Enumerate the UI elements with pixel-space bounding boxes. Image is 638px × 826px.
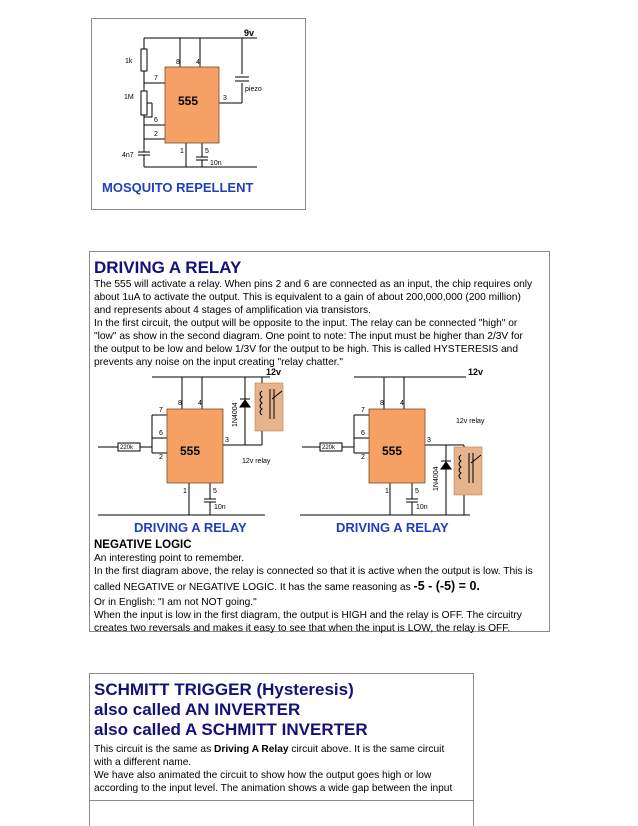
divider xyxy=(90,800,473,801)
chip-label: 555 xyxy=(180,444,201,458)
relay-box xyxy=(255,383,283,431)
paragraph-line: creates two reversals and makes it easy to see that when the input is LOW, the relay is OFF. xyxy=(94,623,511,634)
paragraph-line: with a different name. xyxy=(94,757,192,768)
pin7-label: 7 xyxy=(154,75,158,82)
text-bold: Driving A Relay xyxy=(214,744,289,755)
paragraph-line: and represents about 4 stages of amplification via transistors. xyxy=(94,305,371,316)
pin2-label: 2 xyxy=(361,454,365,461)
pin5-label: 5 xyxy=(415,488,419,495)
paragraph-line: An interesting point to remember. xyxy=(94,553,245,564)
driving-relay-panel xyxy=(89,251,550,632)
section-title: DRIVING A RELAY xyxy=(94,258,242,277)
text-span: This circuit is the same as xyxy=(94,744,215,755)
relay-label: 12v relay xyxy=(242,458,271,465)
pin4-label: 4 xyxy=(196,59,200,66)
title-line: SCHMITT TRIGGER (Hysteresis) xyxy=(94,680,354,699)
relay-caption-left: DRIVING A RELAY xyxy=(134,520,247,535)
cap1-label: 4n7 xyxy=(122,152,134,159)
pin4-label: 4 xyxy=(198,400,202,407)
paragraph-line: prevents any noise on the input creating "relay chatter." xyxy=(94,357,344,368)
pin3-label: 3 xyxy=(223,95,227,102)
schmitt-trigger-panel xyxy=(89,673,474,826)
pin6-label: 6 xyxy=(159,430,163,437)
schmitt-title xyxy=(94,680,368,740)
pin7-label: 7 xyxy=(159,407,163,414)
paragraph-line: In the first diagram above, the relay is connected so that it is active when the output is low. This is xyxy=(94,566,533,577)
relay-schematics xyxy=(90,365,549,537)
paragraph-line: Or in English: "I am not NOT going." xyxy=(94,597,257,608)
diode-label: 1N4004 xyxy=(232,402,239,427)
relay-description xyxy=(94,278,546,369)
cap2-label: 10n xyxy=(210,160,222,167)
pin4-label: 4 xyxy=(400,400,404,407)
pin1-label: 1 xyxy=(183,488,187,495)
pin7-label: 7 xyxy=(361,407,365,414)
mosquito-repellent-schematic xyxy=(92,19,305,209)
pin2-label: 2 xyxy=(154,131,158,138)
relay-diagram-left xyxy=(98,367,283,535)
text-span: circuit above. It is the same circuit xyxy=(288,744,445,755)
r1-label: 1k xyxy=(125,58,133,65)
pin8-label: 8 xyxy=(380,400,384,407)
resistor-label: 220k xyxy=(120,445,134,451)
cap-label: 10n xyxy=(214,504,226,511)
pin3-label: 3 xyxy=(427,437,431,444)
piezo-label: piezo xyxy=(245,86,262,93)
diode-label: 1N4004 xyxy=(433,466,440,491)
negative-logic-text: called NEGATIVE or NEGATIVE LOGIC. It has the same reasoning as xyxy=(94,582,414,593)
pin1-label: 1 xyxy=(385,488,389,495)
pin6-label: 6 xyxy=(361,430,365,437)
paragraph-line xyxy=(94,578,548,596)
paragraph-line: about 1uA to activate the output. This is equivalent to a gain of about 200,000,000 (200 million) xyxy=(94,292,521,303)
relay-diagram-right xyxy=(300,367,485,535)
paragraph-line xyxy=(94,743,472,756)
equation: -5 - (-5) = 0. xyxy=(413,579,480,593)
pot-label: 1M xyxy=(124,94,134,101)
chip-label: 555 xyxy=(178,94,199,108)
pin2-label: 2 xyxy=(159,454,163,461)
mosquito-caption: MOSQUITO REPELLENT xyxy=(102,180,254,195)
mosquito-repellent-panel xyxy=(91,18,306,210)
supply-label: 9v xyxy=(244,28,255,38)
paragraph-line: We have also animated the circuit to show how the output goes high or low xyxy=(94,770,432,781)
chip-label: 555 xyxy=(382,444,403,458)
paragraph-line: "low" as show in the second diagram. One point to note: The input must be higher than 2/3V for xyxy=(94,331,523,342)
pin1-label: 1 xyxy=(180,148,184,155)
relay-box xyxy=(454,447,482,495)
resistor-label: 220k xyxy=(322,445,336,451)
pin5-label: 5 xyxy=(213,488,217,495)
pin8-label: 8 xyxy=(176,59,180,66)
relay-caption-right: DRIVING A RELAY xyxy=(336,520,449,535)
schmitt-description xyxy=(94,743,472,795)
paragraph-line: according to the input level. The animation shows a wide gap between the input xyxy=(94,783,453,794)
negative-logic-heading: NEGATIVE LOGIC xyxy=(94,539,192,551)
supply-label: 12v xyxy=(468,367,484,377)
negative-logic-section xyxy=(94,538,548,635)
paragraph-line: When the input is low in the first diagram, the output is HIGH and the relay is OFF. The circuitry xyxy=(94,610,522,621)
title-line: also called A SCHMITT INVERTER xyxy=(94,720,368,739)
cap-label: 10n xyxy=(416,504,428,511)
pin5-label: 5 xyxy=(205,148,209,155)
pin6-label: 6 xyxy=(154,117,158,124)
title-line: also called AN INVERTER xyxy=(94,700,301,719)
relay-label: 12v relay xyxy=(456,418,485,425)
paragraph-line: the output to be low and below 1/3V for the output to be high. This is called HYSTERESIS and xyxy=(94,344,518,355)
paragraph-line: The 555 will activate a relay. When pins 2 and 6 are connected as an input, the chip requires only xyxy=(94,279,533,290)
supply-label: 12v xyxy=(266,367,282,377)
pin8-label: 8 xyxy=(178,400,182,407)
paragraph-line: In the first circuit, the output will be opposite to the input. The relay can be connected "high" or xyxy=(94,318,518,329)
pin3-label: 3 xyxy=(225,437,229,444)
